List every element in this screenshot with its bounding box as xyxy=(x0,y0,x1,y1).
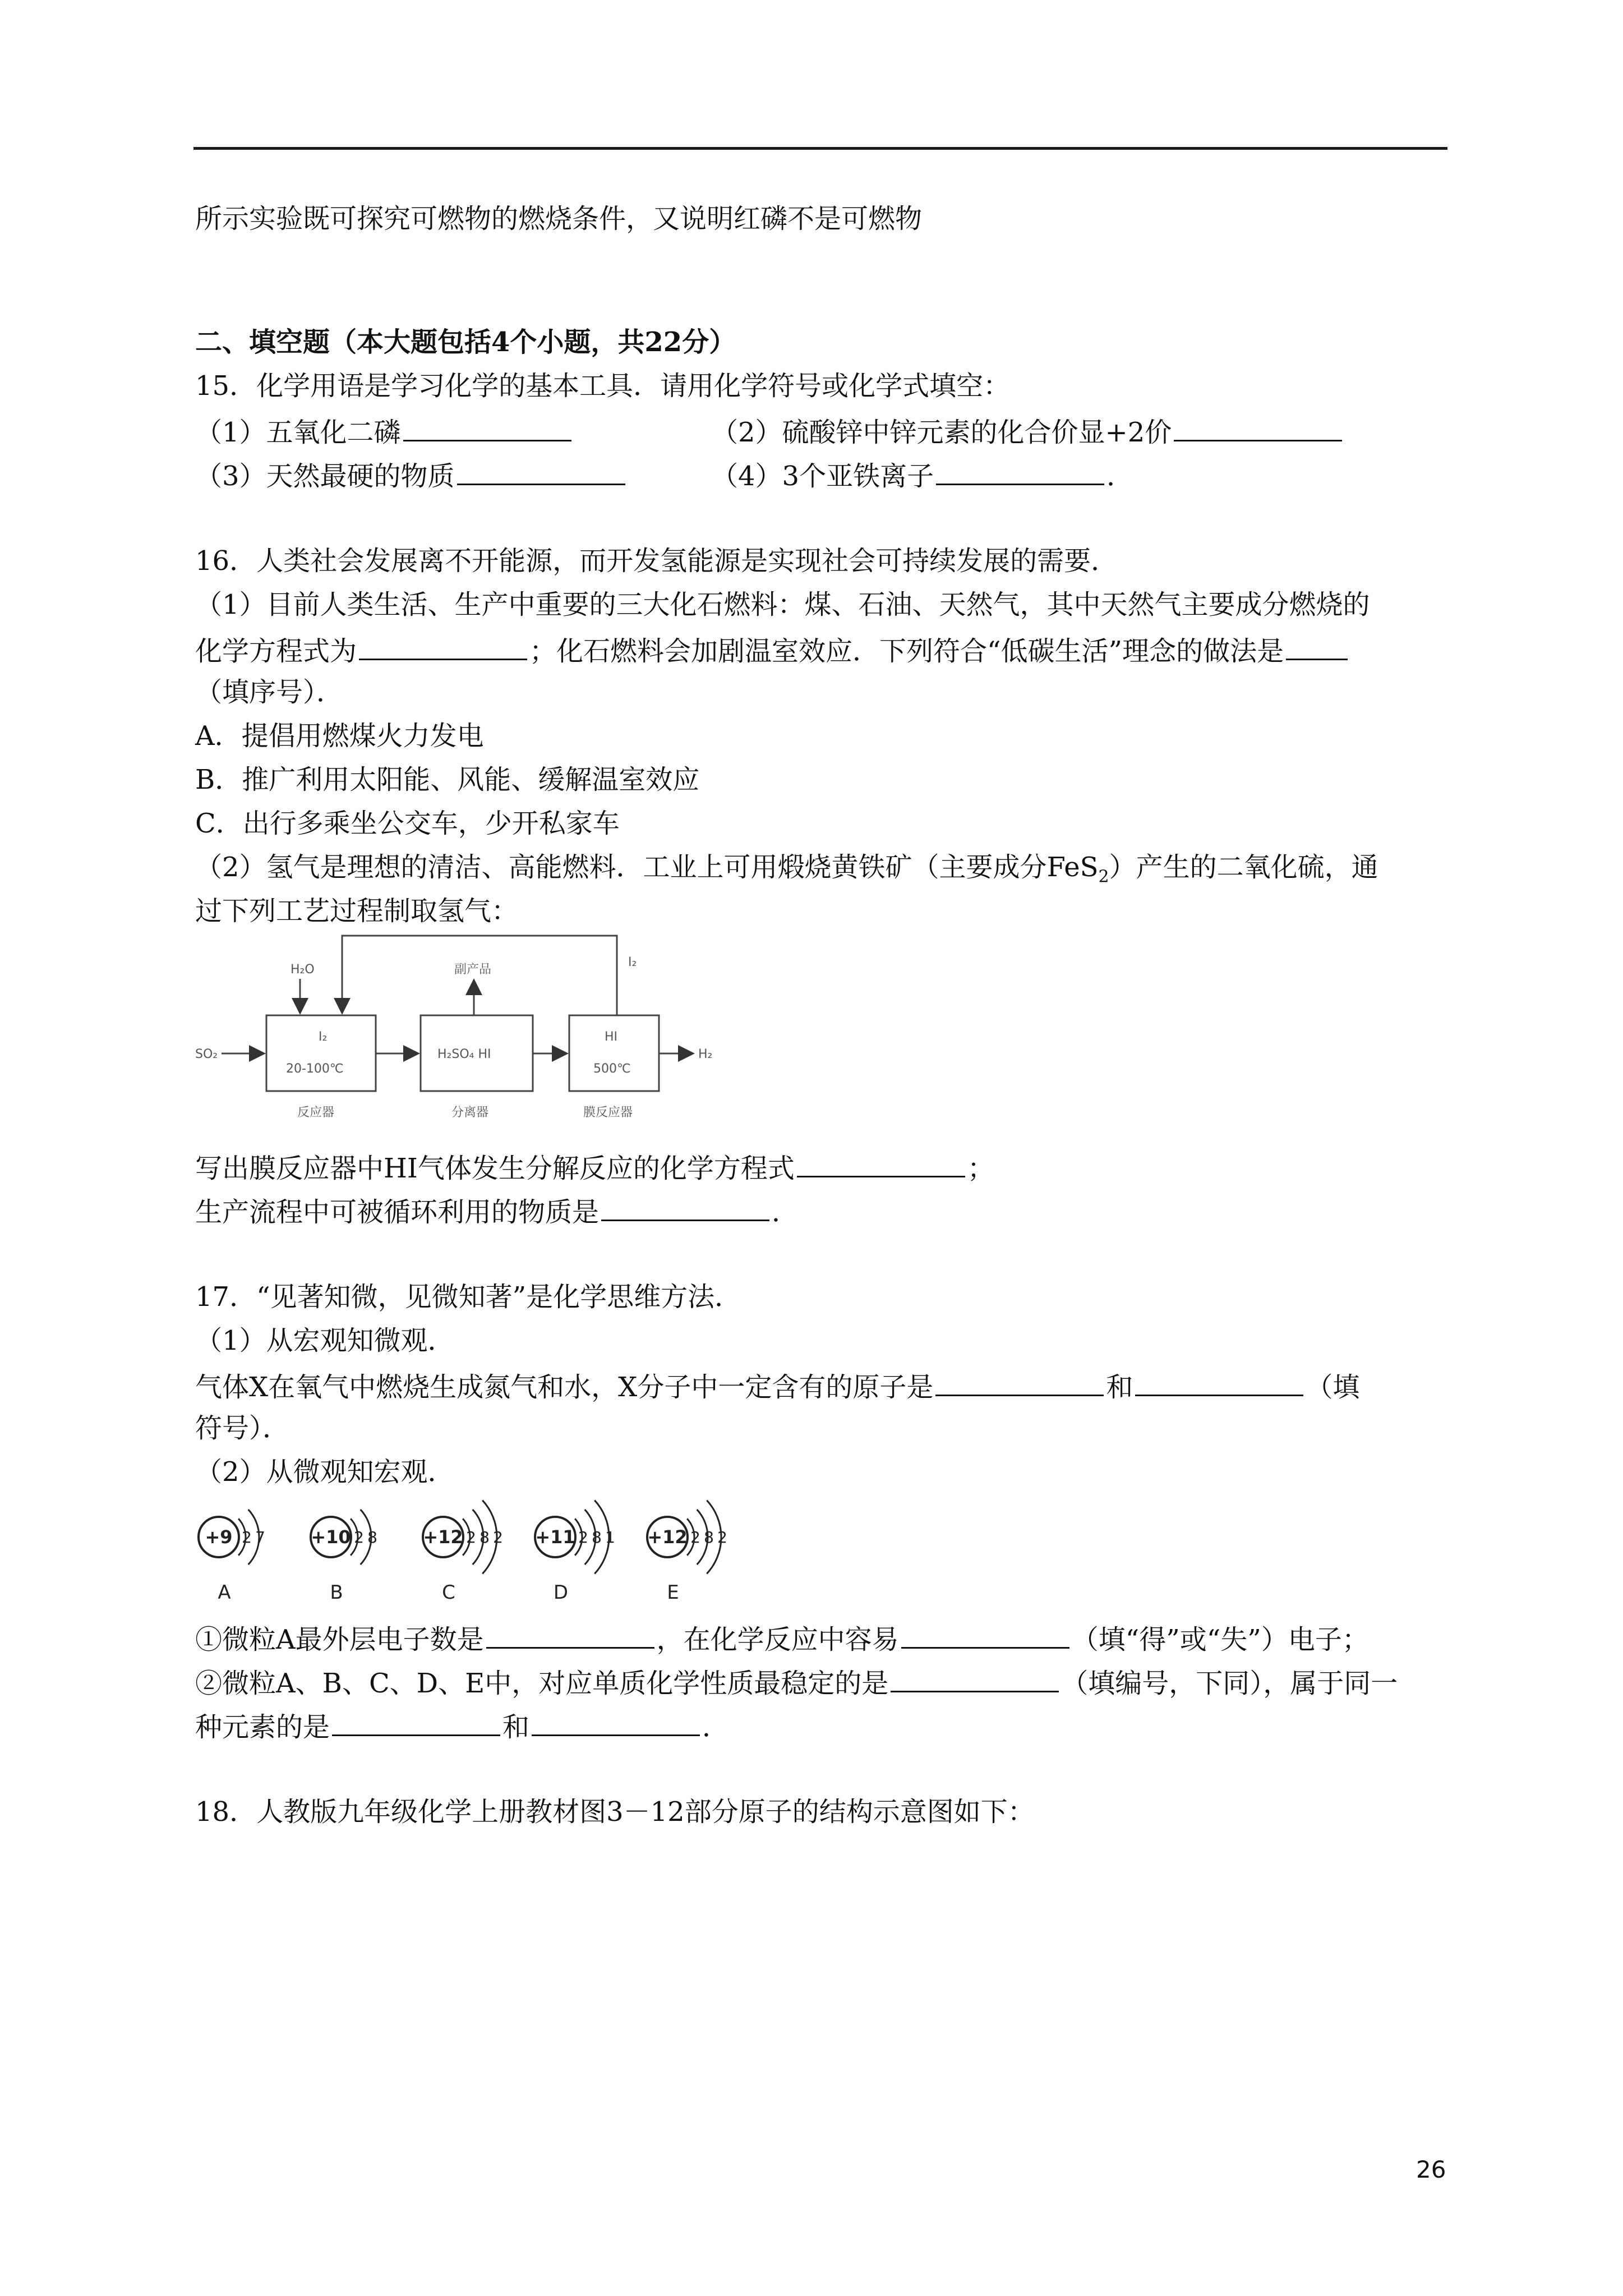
q15-row1-col2 xyxy=(711,413,1344,449)
membrane-top-label: HI xyxy=(605,1030,618,1044)
q17-line1c: （填 xyxy=(1306,1372,1360,1403)
answer-blank[interactable] xyxy=(1174,413,1342,441)
q15-part4: （4）3个亚铁离子 xyxy=(711,461,934,492)
atom-diagram-b xyxy=(311,1510,377,1604)
q15-part1: （1）五氧化二磷 xyxy=(195,417,401,448)
q16-stem: 16．人类社会发展离不开能源，而开发氢能源是实现社会可持续发展的需要． xyxy=(195,545,1118,577)
q17-q3a: 种元素的是 xyxy=(195,1711,330,1743)
q16-line4b: ）产生的二氧化硫，通 xyxy=(1109,852,1378,883)
shell-electron-count: 2 xyxy=(354,1528,364,1547)
process-flow-diagram xyxy=(191,926,751,1139)
q17-part2: （2）从微观知宏观． xyxy=(195,1456,455,1488)
shell-electron-count: 2 xyxy=(690,1528,700,1547)
nucleus-charge: +11 xyxy=(535,1526,575,1548)
subscript-2: 2 xyxy=(1098,867,1109,887)
q15-row1 xyxy=(195,413,574,449)
answer-blank[interactable] xyxy=(797,1149,965,1177)
q17-q2a: ②微粒A、B、C、D、E中，对应单质化学性质最稳定的是 xyxy=(195,1668,889,1699)
q17-q3c: ． xyxy=(702,1711,730,1743)
q15-part2: （2）硫酸锌中锌元素的化合价显+2价 xyxy=(711,417,1172,448)
atom-label: B xyxy=(330,1581,343,1604)
shell-electron-count: 2 xyxy=(717,1528,727,1547)
answer-blank[interactable] xyxy=(486,1620,654,1649)
atom-structure-diagrams xyxy=(191,1492,751,1610)
q17-q1c: （填“得”或“失”）电子； xyxy=(1071,1624,1369,1655)
byproduct-label: 副产品 xyxy=(454,963,492,977)
q16-line7-text: 生产流程中可被循环利用的物质是 xyxy=(195,1197,600,1228)
separator-label: H₂SO₄ HI xyxy=(437,1047,491,1061)
nucleus-charge: +9 xyxy=(205,1526,233,1548)
section-heading: 二、填空题（本大题包括4个小题，共22分） xyxy=(195,326,736,358)
shell-electron-count: 1 xyxy=(605,1528,615,1547)
atom-diagram-c xyxy=(423,1501,503,1604)
q16-option-b: B．推广利用太阳能、风能、缓解温室效应 xyxy=(195,764,700,795)
shell-electron-count: 2 xyxy=(242,1528,252,1547)
answer-blank[interactable] xyxy=(891,1664,1059,1692)
q17-line1 xyxy=(195,1368,1359,1404)
atom-diagram-a xyxy=(199,1510,265,1604)
atom-label: E xyxy=(667,1581,679,1604)
q16-line7 xyxy=(195,1193,799,1229)
q17-q1b: ，在化学反应中容易 xyxy=(656,1624,899,1655)
h2-label: H₂ xyxy=(698,1047,713,1061)
q16-line6 xyxy=(195,1149,994,1185)
answer-blank[interactable] xyxy=(901,1620,1069,1649)
atom-label: A xyxy=(218,1581,231,1604)
q16-line4a: （2）氢气是理想的清洁、高能燃料．工业上可用煅烧黄铁矿（主要成分FeS xyxy=(195,852,1099,883)
shell-electron-count: 2 xyxy=(578,1528,588,1547)
separator-caption: 分离器 xyxy=(451,1106,489,1120)
q16-line6-end: ； xyxy=(967,1153,994,1184)
q16-line5: 过下列工艺过程制取氢气： xyxy=(195,895,519,927)
atom-diagram-e xyxy=(647,1501,727,1604)
answer-blank[interactable] xyxy=(457,457,625,485)
q15-stem: 15．化学用语是学习化学的基本工具．请用化学符号或化学式填空： xyxy=(195,370,1011,402)
q15-part3: （3）天然最硬的物质 xyxy=(195,461,455,492)
shell-electron-count: 8 xyxy=(592,1528,602,1547)
header-rule xyxy=(193,147,1447,150)
shell-electron-count: 2 xyxy=(493,1528,503,1547)
answer-blank[interactable] xyxy=(332,1708,500,1736)
answer-blank[interactable] xyxy=(532,1708,700,1736)
nucleus-charge: +12 xyxy=(647,1526,688,1548)
atom-label: D xyxy=(553,1581,569,1604)
q16-line7-end: ． xyxy=(772,1197,799,1228)
q17-line1b: 和 xyxy=(1106,1372,1133,1403)
atom-label: C xyxy=(442,1581,455,1604)
shell-electron-count: 8 xyxy=(367,1528,377,1547)
reactor-top-label: I₂ xyxy=(319,1030,328,1044)
q17-q3 xyxy=(195,1708,729,1744)
q15-row2-col2 xyxy=(711,457,1133,493)
q16-line2 xyxy=(195,632,1350,668)
answer-blank[interactable] xyxy=(1135,1368,1303,1396)
top-text: 所示实验既可探究可燃物的燃烧条件，又说明红磷不是可燃物 xyxy=(195,203,923,234)
q16-line3: （填序号）． xyxy=(195,677,344,708)
shell-electron-count: 8 xyxy=(479,1528,490,1547)
q17-line2: 符号）． xyxy=(195,1412,290,1444)
page-number: 26 xyxy=(1416,2156,1446,2183)
reactor-box xyxy=(266,1015,376,1091)
h2o-label: H₂O xyxy=(291,963,315,977)
q16-line2a: 化学方程式为 xyxy=(195,636,357,667)
q17-part1: （1）从宏观知微观． xyxy=(195,1325,455,1356)
q15-end-mark: ． xyxy=(1106,461,1134,492)
membrane-reactor-box xyxy=(569,1015,659,1091)
atom-diagram-d xyxy=(535,1501,615,1604)
answer-blank[interactable] xyxy=(359,632,527,660)
answer-blank[interactable] xyxy=(1286,632,1348,660)
answer-blank[interactable] xyxy=(601,1193,769,1221)
reactor-temp-label: 20-100℃ xyxy=(286,1062,344,1076)
shell-electron-count: 8 xyxy=(704,1528,714,1547)
q18-stem: 18．人教版九年级化学上册教材图3－12部分原子的结构示意图如下： xyxy=(195,1796,1035,1828)
q16-line4 xyxy=(195,850,1378,894)
q16-line6-text: 写出膜反应器中HI气体发生分解反应的化学方程式 xyxy=(195,1153,795,1184)
q17-q1 xyxy=(195,1620,1369,1657)
membrane-temp-label: 500℃ xyxy=(593,1062,631,1076)
so2-label: SO₂ xyxy=(195,1047,218,1061)
shell-electron-count: 7 xyxy=(255,1528,265,1547)
reactor-caption: 反应器 xyxy=(297,1106,335,1120)
q17-q1a: ①微粒A最外层电子数是 xyxy=(195,1624,484,1655)
nucleus-charge: +10 xyxy=(311,1526,351,1548)
q17-stem: 17．“见著知微，见微知著”是化学思维方法． xyxy=(195,1281,742,1313)
q16-line1: （1）目前人类生活、生产中重要的三大化石燃料：煤、石油、天然气，其中天然气主要成分燃烧的 xyxy=(195,589,1370,620)
shell-electron-count: 2 xyxy=(466,1528,476,1547)
nucleus-charge: +12 xyxy=(423,1526,463,1548)
membrane-caption: 膜反应器 xyxy=(583,1106,633,1120)
q16-option-c: C．出行多乘坐公交车，少开私家车 xyxy=(195,808,620,839)
q16-option-a: A．提倡用燃煤火力发电 xyxy=(195,720,484,752)
q16-line2b: ；化石燃料会加剧温室效应．下列符合“低碳生活”理念的做法是 xyxy=(529,636,1284,667)
answer-blank[interactable] xyxy=(935,1368,1104,1396)
q17-q2 xyxy=(195,1664,1398,1700)
q15-row2 xyxy=(195,457,628,493)
q17-q2b: （填编号，下同），属于同一 xyxy=(1061,1668,1398,1699)
q17-q3b: 和 xyxy=(502,1711,530,1743)
loop-label: I₂ xyxy=(628,955,637,969)
q17-line1a: 气体X在氧气中燃烧生成氮气和水，X分子中一定含有的原子是 xyxy=(195,1372,934,1403)
answer-blank[interactable] xyxy=(403,413,571,441)
answer-blank[interactable] xyxy=(936,457,1104,485)
